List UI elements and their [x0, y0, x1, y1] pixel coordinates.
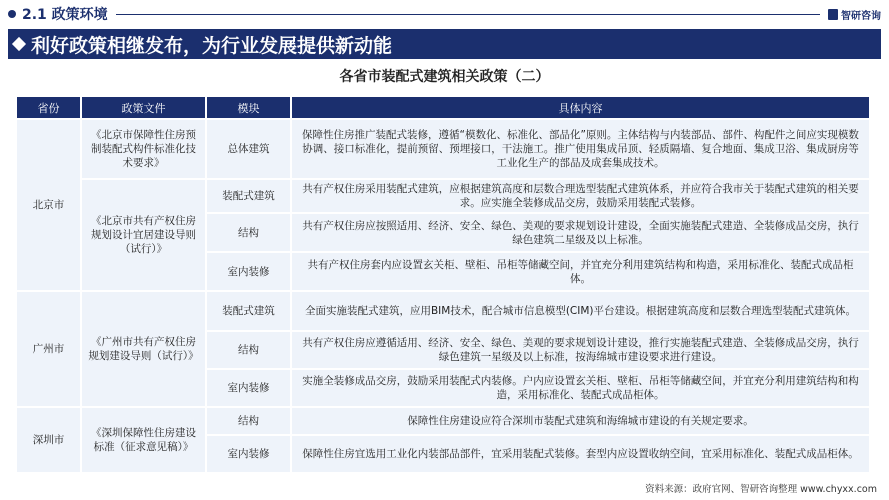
logo-icon [828, 9, 838, 20]
module-cell: 结构 [206, 331, 291, 369]
source-note: 资料来源：政府官网、智研咨询整理 www.chyxx.com [645, 484, 877, 495]
content-cell: 实施全装修成品交房，鼓励采用装配式内装修。户内应设置玄关柜、壁柜、吊柜等储藏空间，并宜充分利用建筑结构和构造，采用标准化、装配式成品柜体。 [291, 369, 870, 407]
content-cell: 共有产权住房应遵循适用、经济、安全、绿色、美观的要求规划设计建设，推行实施装配式建造、全装修成品交房，执行绿色建筑一星级及以上标准，按海绵城市建设要求进行建设。 [291, 331, 870, 369]
file-cell: 《广州市共有产权住房规划建设导则（试行）》 [81, 291, 206, 407]
table-row [16, 407, 870, 435]
header-file: 政策文件 [81, 96, 206, 119]
table-row [16, 291, 870, 331]
banner-title: 利好政策相继发布，为行业发展提供新动能 [31, 34, 393, 57]
logo-text: 智研咨询 [841, 10, 881, 22]
header-province: 省份 [16, 96, 81, 119]
bullet-icon [8, 10, 16, 18]
table-header [16, 96, 870, 119]
content-cell: 保障性住房建设应符合深圳市装配式建筑和海绵城市建设的有关规定要求。 [291, 407, 870, 435]
section-header [8, 2, 881, 26]
module-cell: 室内装修 [206, 369, 291, 407]
module-cell: 总体建筑 [206, 119, 291, 179]
content-cell: 全面实施装配式建筑，应用BIM技术，配合城市信息模型(CIM)平台建设。根据建筑高度和层数合理选型装配式建筑体。 [291, 291, 870, 331]
module-cell: 装配式建筑 [206, 179, 291, 213]
divider [116, 14, 820, 15]
header-module: 模块 [206, 96, 291, 119]
module-cell: 结构 [206, 407, 291, 435]
module-cell: 室内装修 [206, 435, 291, 473]
module-cell: 室内装修 [206, 252, 291, 291]
file-cell: 《北京市共有产权住房规划设计宜居建设导则（试行）》 [81, 179, 206, 291]
brand-logo [828, 7, 881, 22]
module-cell: 装配式建筑 [206, 291, 291, 331]
diamond-icon [12, 37, 26, 51]
file-cell: 《北京市保障性住房预制装配式构件标准化技术要求》 [81, 119, 206, 179]
header-content: 具体内容 [291, 96, 870, 119]
province-cell: 深圳市 [16, 407, 81, 473]
table-row [16, 179, 870, 213]
section-title: 2.1 政策环境 [22, 7, 108, 23]
content-cell: 共有产权住房套内应设置玄关柜、壁柜、吊柜等储藏空间，并宜充分利用建筑结构和构造，采用标准化、装配式成品柜体。 [291, 252, 870, 291]
content-cell: 保障性住房推广装配式装修，遵循“模数化、标准化、部品化”原则。主体结构与内装部品、部件、构配件之间应实现模数协调、接口标准化，提前预留、预埋接口，干法施工。推广使用集成吊顶、轻质隔墙、复合地面、集成卫浴、集成厨房等工业化生产的部品及成套集成技术。 [291, 119, 870, 179]
content-cell: 共有产权住房应按照适用、经济、安全、绿色、美观的要求规划设计建设，全面实施装配式建造、全装修成品交房，执行绿色建筑二星级及以上标准。 [291, 213, 870, 252]
table-title: 各省市装配式建筑相关政策（二） [339, 69, 550, 85]
banner [8, 29, 881, 59]
province-cell: 广州市 [16, 291, 81, 407]
content-cell: 共有产权住房采用装配式建筑，应根据建筑高度和层数合理选型装配式建筑体系，并应符合我市关于装配式建筑的相关要求。应实施全装修成品交房，鼓励采用装配式装修。 [291, 179, 870, 213]
module-cell: 结构 [206, 213, 291, 252]
content-cell: 保障性住房宜选用工业化内装部品部件，宜采用装配式装修。套型内应设置收纳空间，宜采用标准化、装配式成品柜体。 [291, 435, 870, 473]
policy-table [15, 95, 871, 474]
file-cell: 《深圳保障性住房建设标准（征求意见稿）》 [81, 407, 206, 473]
province-cell: 北京市 [16, 119, 81, 291]
table-row [16, 119, 870, 179]
